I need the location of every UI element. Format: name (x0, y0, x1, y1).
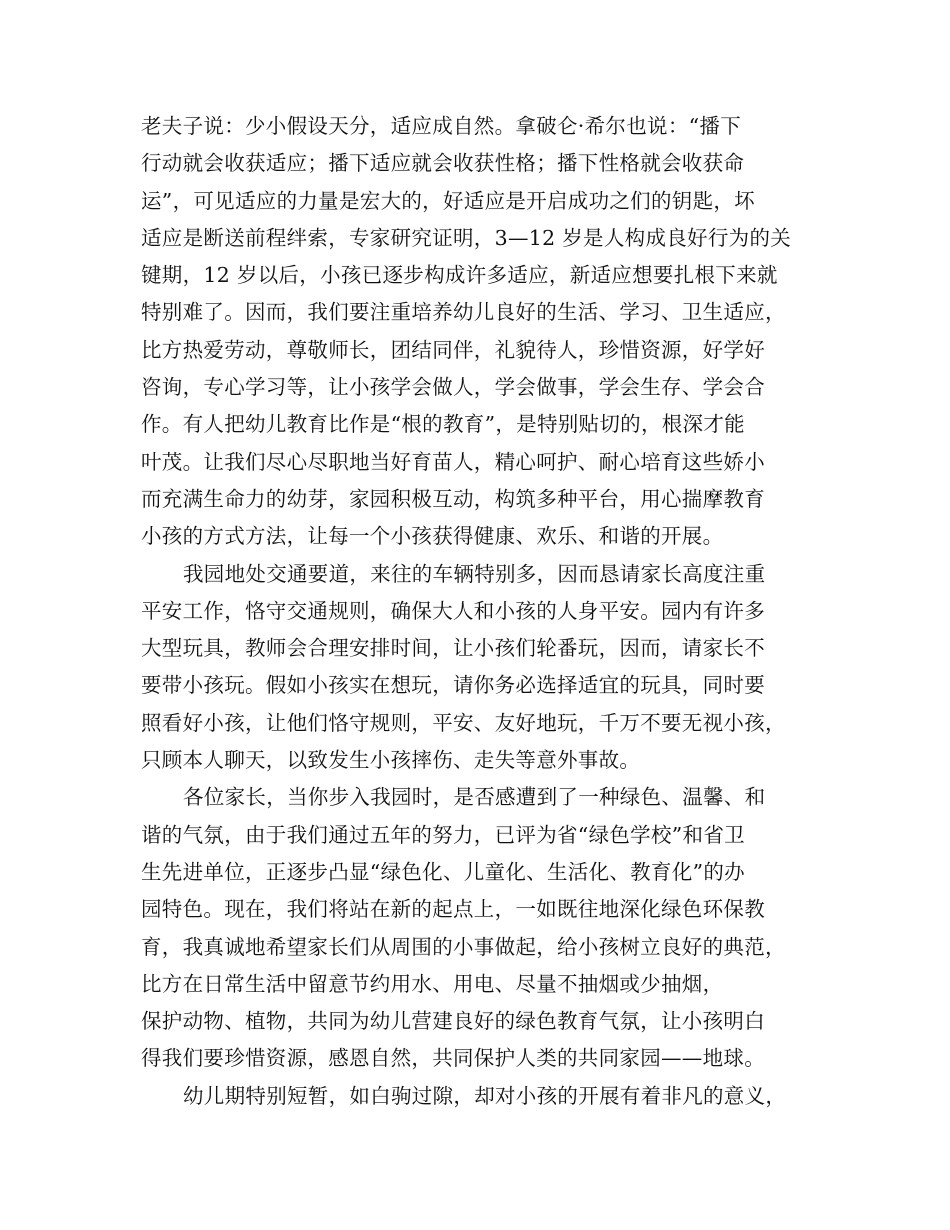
text-line: 键期，12 岁以后，小孩已逐步构成许多适应，新适应想要扎根下来就 (141, 263, 778, 288)
text-line: 行动就会收获适应；播下适应就会收获性格；播下性格就会收获命 (141, 151, 745, 176)
text-line: 咨询，专心学习等，让小孩学会做人，学会做事，学会生存、学会合 (141, 375, 765, 400)
document-body (141, 108, 831, 1115)
text-line: 平安工作，恪守交通规则，确保大人和小孩的人身平安。园内有许多 (141, 598, 765, 623)
text-line: 各位家长，当你步入我园时，是否感遭到了一种绿色、温馨、和 (183, 785, 766, 810)
text-line: 谐的气氛，由于我们通过五年的努力，已评为省“绿色学校”和省卫 (141, 822, 745, 847)
text-line: 园特色。现在，我们将站在新的起点上，一如既往地深化绿色环保教 (141, 897, 765, 922)
text-line: 要带小孩玩。假如小孩实在想玩，请你务必选择适宜的玩具，同时要 (141, 673, 765, 698)
text-line: 作。有人把幼儿教育比作是“根的教育”，是特别贴切的，根深才能 (141, 412, 745, 437)
text-line: 老夫子说：少小假设天分，适应成自然。拿破仑·希尔也说：“播下 (141, 114, 741, 138)
text-line: 生先进单位，正逐步凸显“绿色化、儿童化、生活化、教育化”的办 (141, 859, 745, 884)
text-line: 我园地处交通要道，来往的车辆特别多，因而恳请家长高度注重 (183, 561, 766, 586)
text-line: 叶茂。让我们尽心尽职地当好育苗人，精心呵护、耐心培育这些娇小 (141, 449, 765, 474)
text-line: 育，我真诚地希望家长们从周围的小事做起，给小孩树立良好的典范， (141, 934, 786, 959)
text-line: 适应是断送前程绊索，专家研究证明，3—12 岁是人构成良好行为的关 (141, 225, 792, 250)
text-line: 保护动物、植物，共同为幼儿营建良好的绿色教育气氛，让小孩明白 (141, 1009, 765, 1034)
text-line: 比方热爱劳动，尊敬师长，团结同伴，礼貌待人，珍惜资源，好学好 (141, 337, 765, 362)
text-line: 小孩的方式方法，让每一个小孩获得健康、欢乐、和谐的开展。 (141, 524, 724, 549)
text-line: 照看好小孩，让他们恪守规则，平安、友好地玩，千万不要无视小孩， (141, 710, 786, 735)
text-line: 幼儿期特别短暂，如白驹过隙，却对小孩的开展有着非凡的意义， (183, 1083, 787, 1108)
text-line: 运”，可见适应的力量是宏大的，好适应是开启成功之们的钥匙，坏 (141, 188, 755, 213)
text-line: 而充满生命力的幼芽，家园积极互动，构筑多种平台，用心揣摩教育 (141, 486, 765, 511)
text-line: 大型玩具，教师会合理安排时间，让小孩们轮番玩，因而，请家长不 (141, 636, 765, 661)
text-line: 比方在日常生活中留意节约用水、用电、尽量不抽烟或少抽烟， (141, 971, 724, 996)
text-line: 得我们要珍惜资源，感恩自然，共同保护人类的共同家园——地球。 (141, 1046, 765, 1071)
text-line: 特别难了。因而，我们要注重培养幼儿良好的生活、学习、卫生适应， (141, 300, 786, 325)
text-line: 只顾本人聊天，以致发生小孩摔伤、走失等意外事故。 (141, 748, 641, 773)
